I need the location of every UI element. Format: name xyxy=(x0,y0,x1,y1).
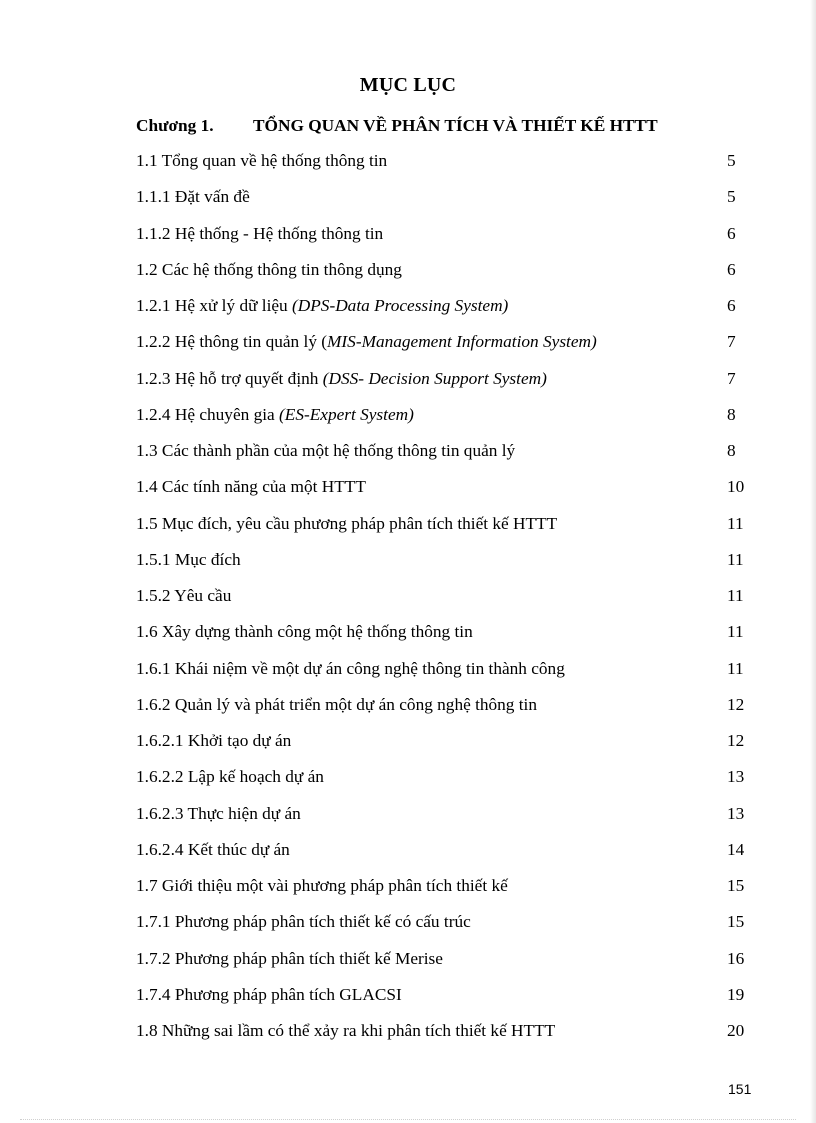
toc-entry-label xyxy=(136,514,557,534)
toc-entry-text: 1.8 Những sai lầm có thể xảy ra khi phân tích thiết kế HTTT xyxy=(136,1021,556,1040)
toc-entry-label xyxy=(136,151,387,171)
toc-entry-page: 6 xyxy=(727,223,736,243)
toc-entry-label xyxy=(136,224,383,244)
toc-entry-page: 6 xyxy=(727,259,736,279)
toc-entry-label xyxy=(136,1021,555,1041)
toc-entry-page: 13 xyxy=(727,767,745,787)
toc-entry-page: 10 xyxy=(727,477,745,497)
toc-entry-label xyxy=(136,260,402,280)
toc-entry[interactable] xyxy=(136,983,756,1019)
toc-entry-label xyxy=(136,296,508,316)
toc-list xyxy=(136,149,756,1055)
toc-entry[interactable] xyxy=(136,185,756,221)
toc-entry-page: 11 xyxy=(727,658,744,678)
toc-entry-text: 1.2 Các hệ thống thông tin thông dụng xyxy=(136,259,402,279)
toc-entry[interactable] xyxy=(136,222,756,258)
toc-entry-page: 15 xyxy=(727,912,745,932)
toc-entry-text: 1.1.2 Hệ thống - Hệ thống thông tin xyxy=(136,223,384,243)
toc-entry-page: 12 xyxy=(727,694,745,714)
toc-entry-page: 14 xyxy=(727,839,745,859)
toc-entry[interactable] xyxy=(136,584,756,620)
toc-entry[interactable] xyxy=(136,947,756,983)
toc-entry-text: 1.6.2.2 Lập kế hoạch dự án xyxy=(136,767,324,787)
toc-entry-label xyxy=(136,731,291,751)
toc-entry[interactable] xyxy=(136,149,756,185)
page-bottom-divider xyxy=(20,1119,796,1120)
toc-entry-text: 1.4 Các tính năng của một HTTT xyxy=(136,477,366,497)
toc-entry[interactable] xyxy=(136,475,756,511)
toc-entry[interactable] xyxy=(136,765,756,801)
toc-entry-italic-text: (DSS- Decision Support System) xyxy=(322,368,547,388)
toc-entry-text: 1.7.4 Phương pháp phân tích GLACSI xyxy=(136,984,402,1004)
page-edge-shadow xyxy=(810,0,816,1123)
toc-entry-label xyxy=(136,985,402,1005)
toc-entry-page: 7 xyxy=(727,368,736,388)
chapter-heading xyxy=(136,116,756,136)
toc-entry[interactable] xyxy=(136,838,756,874)
toc-entry[interactable] xyxy=(136,693,756,729)
toc-entry[interactable] xyxy=(136,910,756,946)
toc-entry[interactable] xyxy=(136,367,756,403)
toc-entry-italic-text: (DPS-Data Processing System) xyxy=(292,296,509,315)
toc-entry-label xyxy=(136,586,231,606)
toc-entry-label xyxy=(136,659,565,679)
toc-entry-text: 1.7.1 Phương pháp phân tích thiết kế có cấu trúc xyxy=(136,912,471,932)
toc-entry-text: 1.5 Mục đích, yêu cầu phương pháp phân tích thiết kế HTTT xyxy=(136,513,558,533)
toc-entry-label xyxy=(136,949,443,969)
toc-entry-label xyxy=(136,369,547,389)
toc-entry[interactable] xyxy=(136,548,756,584)
chapter-number: Chương 1. xyxy=(136,116,214,135)
page-number: 151 xyxy=(728,1081,752,1097)
chapter-title: TỔNG QUAN VỀ PHÂN TÍCH VÀ THIẾT KẾ HTTT xyxy=(253,116,658,135)
toc-entry[interactable] xyxy=(136,802,756,838)
toc-entry-text: 1.6.1 Khái niệm về một dự án công nghệ thông tin thành công xyxy=(136,658,565,678)
toc-entry[interactable] xyxy=(136,330,756,366)
toc-entry-label xyxy=(136,622,473,642)
toc-entry-text: 1.3 Các thành phần của một hệ thống thông tin quản lý xyxy=(136,441,516,460)
toc-entry-page: 5 xyxy=(727,151,736,170)
toc-entry[interactable] xyxy=(136,403,756,439)
toc-entry-page: 11 xyxy=(727,513,744,533)
toc-entry-label xyxy=(136,804,301,824)
toc-entry-page: 8 xyxy=(727,404,736,424)
toc-entry-label xyxy=(136,767,324,787)
toc-entry-page: 8 xyxy=(727,441,736,460)
page-title: MỤC LỤC xyxy=(359,74,457,96)
toc-entry-page: 20 xyxy=(727,1021,745,1040)
toc-entry-label xyxy=(136,912,471,932)
toc-entry-text: 1.6 Xây dựng thành công một hệ thống thông tin xyxy=(136,622,473,642)
toc-entry-text: 1.1.1 Đặt vấn đề xyxy=(136,187,250,207)
toc-entry-text: 1.2.4 Hệ chuyên gia xyxy=(136,404,280,424)
toc-entry-label xyxy=(136,695,537,715)
toc-entry-text: 1.7.2 Phương pháp phân tích thiết kế Merise xyxy=(136,948,443,968)
toc-entry[interactable] xyxy=(136,258,756,294)
toc-entry-page: 5 xyxy=(727,187,736,207)
toc-entry-text: 1.6.2 Quản lý và phát triển một dự án công nghệ thông tin xyxy=(136,694,538,714)
toc-entry[interactable] xyxy=(136,294,756,330)
toc-entry-italic-text: (ES-Expert System) xyxy=(279,404,414,424)
toc-entry-page: 15 xyxy=(727,876,745,895)
toc-entry-italic-text: MIS-Management Information System) xyxy=(327,332,597,352)
toc-entry-label xyxy=(136,477,366,497)
toc-entry[interactable] xyxy=(136,1019,756,1055)
toc-entry-label xyxy=(136,187,250,207)
toc-entry-label xyxy=(136,332,597,352)
toc-entry[interactable] xyxy=(136,729,756,765)
toc-entry[interactable] xyxy=(136,512,756,548)
toc-entry-page: 13 xyxy=(727,803,745,823)
toc-entry-text: 1.2.2 Hệ thông tin quản lý ( xyxy=(136,332,328,352)
toc-entry-label xyxy=(136,441,515,461)
toc-entry-label xyxy=(136,840,290,860)
toc-entry-text: 1.7 Giới thiệu một vài phương pháp phân tích thiết kế xyxy=(136,876,508,895)
toc-entry-text: 1.6.2.3 Thực hiện dự án xyxy=(136,803,301,823)
toc-entry-label xyxy=(136,876,508,896)
toc-entry-text: 1.2.3 Hệ hỗ trợ quyết định xyxy=(136,368,323,388)
toc-entry-text: 1.5.2 Yêu cầu xyxy=(136,586,232,605)
toc-entry-page: 6 xyxy=(727,296,736,315)
toc-entry-page: 12 xyxy=(727,731,745,750)
toc-entry-label xyxy=(136,405,414,425)
toc-entry-page: 11 xyxy=(727,622,744,642)
toc-entry-text: 1.2.1 Hệ xử lý dữ liệu xyxy=(136,296,293,315)
toc-entry[interactable] xyxy=(136,657,756,693)
toc-entry-page: 7 xyxy=(727,332,736,352)
toc-entry[interactable] xyxy=(136,874,756,910)
toc-entry-text: 1.1 Tổng quan về hệ thống thông tin xyxy=(136,151,388,170)
toc-entry-text: 1.6.2.1 Khởi tạo dự án xyxy=(136,731,292,750)
toc-entry-page: 16 xyxy=(727,948,745,968)
toc-entry-page: 11 xyxy=(727,549,744,569)
toc-entry[interactable] xyxy=(136,439,756,475)
toc-entry[interactable] xyxy=(136,620,756,656)
toc-entry-page: 19 xyxy=(727,984,745,1004)
toc-entry-page: 11 xyxy=(727,586,744,605)
toc-entry-text: 1.5.1 Mục đích xyxy=(136,549,241,569)
toc-entry-label xyxy=(136,550,241,570)
toc-entry-text: 1.6.2.4 Kết thúc dự án xyxy=(136,839,290,859)
